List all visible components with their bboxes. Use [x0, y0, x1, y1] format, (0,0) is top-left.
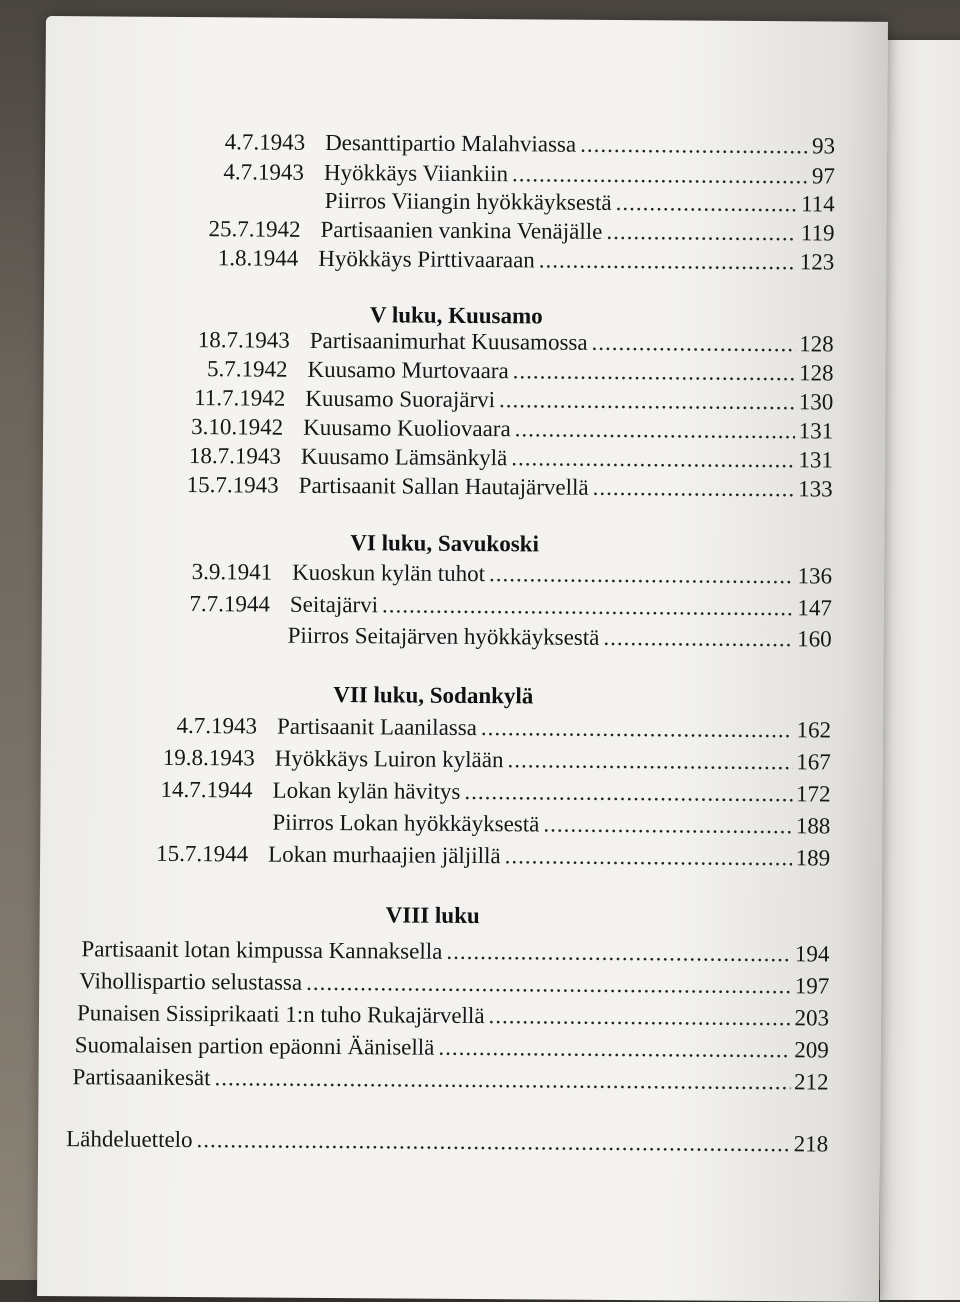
dot-leader: [507, 745, 792, 777]
entry-page: 119: [800, 220, 835, 246]
entry-date: 18.7.1943: [188, 443, 282, 469]
entry-page: 212: [793, 1069, 829, 1095]
dot-leader: [515, 414, 795, 446]
entry-date: [153, 207, 303, 208]
table-of-contents: [37, 16, 888, 1302]
dot-leader: [446, 937, 791, 969]
chapter-heading: V luku, Kuusamo: [369, 302, 543, 329]
entry-title: Partisaanien vankina Venäjälle: [320, 216, 603, 244]
dot-leader: [382, 590, 794, 623]
toc-entry: [102, 774, 830, 809]
entry-title: Partisaanit lotan kimpussa Kannaksella: [81, 936, 443, 964]
entry-page: 162: [796, 717, 832, 743]
dot-leader: [603, 623, 793, 654]
entry-title: Seitajärvi: [289, 591, 379, 618]
entry-date: 1.8.1944: [217, 245, 299, 271]
entry-date: 3.9.1941: [191, 559, 273, 585]
dot-leader: [543, 809, 792, 841]
dot-leader: [592, 328, 796, 359]
entry-title: Partisaanit Laanilassa: [276, 713, 478, 741]
entry-page: 188: [795, 813, 831, 839]
entry-date: 5.7.1942: [206, 356, 288, 382]
entry-title: Kuusamo Lämsänkylä: [300, 443, 508, 471]
entry-title: Lähdeluettelo: [66, 1126, 193, 1153]
dot-leader: [512, 159, 808, 191]
entry-title: Piirros Lokan hyökkäyksestä: [272, 809, 540, 837]
entry-date: 4.7.1943: [224, 129, 306, 155]
entry-title: Piirros Viiangin hyökkäyksestä: [324, 187, 612, 215]
toc-entry: [120, 589, 832, 624]
dot-leader: [606, 217, 797, 248]
entry-page: 218: [793, 1131, 829, 1157]
entry-title: Partisaanimurhat Kuusamossa: [309, 327, 588, 355]
dot-leader: [499, 385, 795, 417]
toc-entry: [75, 1030, 829, 1065]
toc-entry: [155, 127, 835, 162]
entry-date: 3.10.1942: [191, 414, 284, 440]
entry-date: 15.7.1944: [156, 840, 249, 867]
entry-page: 133: [798, 476, 833, 502]
entry-page: 136: [797, 563, 833, 589]
entry-page: 194: [794, 941, 830, 967]
entry-page: 172: [796, 781, 831, 807]
toc-entry: [81, 934, 829, 969]
dot-leader: [214, 1063, 790, 1097]
toc-entry: [148, 243, 834, 278]
facing-page: [880, 40, 960, 1300]
entry-date: 18.7.1943: [197, 327, 290, 353]
toc-entry: [100, 806, 830, 841]
dot-leader: [464, 777, 792, 809]
entry-page: 189: [795, 845, 831, 871]
entry-title: Lokan kylän hävitys: [272, 777, 461, 804]
entry-page: 209: [794, 1037, 829, 1063]
toc-entry: [77, 998, 829, 1033]
dot-leader: [511, 443, 794, 475]
entry-title: Kuusamo Murtovaara: [307, 356, 509, 384]
entry-page: 131: [798, 447, 834, 473]
entry-date: 11.7.1942: [194, 385, 286, 411]
entry-title: Partisaanikesät: [72, 1064, 211, 1091]
entry-page: 93: [812, 133, 836, 159]
entry-date: [118, 642, 268, 643]
entry-title: Kuusamo Kuoliovaara: [303, 414, 511, 442]
entry-page: 128: [799, 331, 834, 357]
toc-entry: [72, 1062, 828, 1097]
dot-leader: [489, 559, 794, 591]
entry-page: 123: [799, 249, 835, 275]
entry-date: 4.7.1943: [176, 712, 258, 739]
entry-page: 128: [798, 360, 834, 386]
entry-date: 7.7.1944: [189, 591, 270, 617]
dot-leader: [539, 245, 796, 277]
entry-title: Hyökkäys Pirttivaaraan: [318, 245, 535, 273]
entry-title: Partisaanit Sallan Hautajärvellä: [298, 472, 589, 500]
entry-date: 25.7.1942: [208, 216, 301, 242]
toc-entry: [107, 710, 831, 745]
entry-title: Kuoskun kylän tuhot: [292, 559, 486, 587]
toc-entry-bibliography: [66, 1124, 828, 1159]
dot-leader: [488, 1001, 790, 1033]
entry-page: 160: [797, 626, 832, 652]
toc-entry: [105, 742, 831, 777]
chapter-heading: VIII luku: [385, 902, 480, 929]
entry-title: Suomalaisen partion epäonni Äänisellä: [74, 1032, 435, 1060]
entry-page: 97: [811, 163, 835, 189]
entry-page: 203: [794, 1005, 830, 1031]
chapter-heading: VI luku, Savukoski: [350, 530, 540, 557]
entry-page: 114: [800, 191, 835, 217]
entry-page: 147: [797, 595, 832, 621]
entry-title: Hyökkäys Luiron kylään: [274, 745, 504, 773]
entry-title: Kuusamo Suorajärvi: [305, 385, 496, 413]
entry-page: 130: [798, 389, 834, 415]
entry-title: Vihollispartio selustassa: [79, 968, 303, 995]
chapter-heading: VII luku, Sodankylä: [333, 682, 534, 709]
dot-leader: [438, 1033, 790, 1065]
entry-date: 15.7.1943: [186, 471, 279, 498]
entry-title: Hyökkäys Viiankiin: [323, 159, 509, 187]
entry-title: Desanttipartio Malahviassa: [325, 129, 577, 157]
dot-leader: [513, 356, 795, 388]
entry-page: 197: [794, 973, 830, 999]
dot-leader: [593, 473, 795, 504]
toc-entry: [118, 620, 832, 655]
entry-page: 167: [796, 749, 831, 775]
dot-leader: [616, 188, 798, 219]
dot-leader: [580, 130, 808, 162]
entry-date: 4.7.1943: [223, 159, 305, 185]
toc-entry: [79, 966, 829, 1001]
toc-entry: [98, 838, 830, 873]
toc-entry: [129, 470, 833, 505]
entry-title: Lokan murhaajien jäljillä: [268, 841, 501, 869]
dot-leader: [505, 841, 792, 873]
toc-entry: [122, 557, 832, 592]
entry-title: Piirros Seitajärven hyökkäyksestä: [287, 622, 600, 650]
dot-leader: [481, 713, 793, 745]
entry-title: Punaisen Sissiprikaati 1:n tuho Rukajärvellä: [76, 1000, 485, 1029]
dot-leader: [306, 968, 791, 1001]
book-page: [37, 16, 888, 1302]
entry-date: 14.7.1944: [160, 776, 253, 803]
entry-date: 19.8.1943: [162, 744, 255, 771]
entry-date: [100, 828, 250, 829]
dot-leader: [197, 1125, 790, 1159]
entry-page: 131: [798, 418, 834, 444]
